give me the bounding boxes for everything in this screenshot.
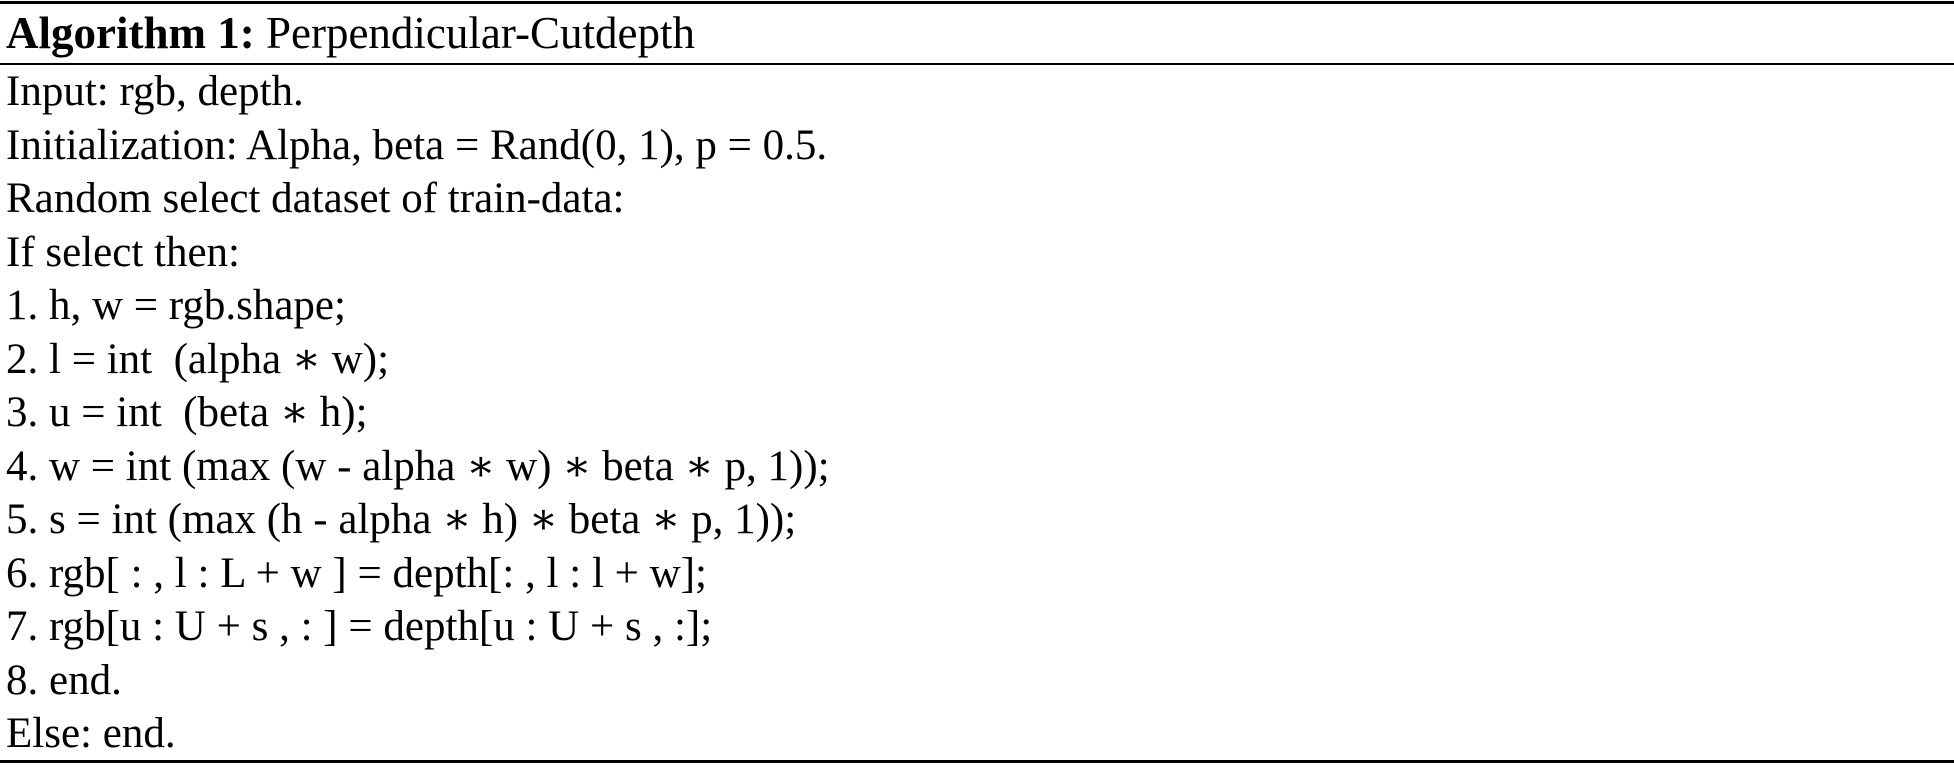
algorithm-line-else: Else: end. <box>6 710 176 757</box>
algorithm-title: Perpendicular-Cutdepth <box>254 8 695 58</box>
algorithm-line-input: Input: rgb, depth. <box>6 68 304 115</box>
algorithm-line-step-3: 3. u = int (beta ∗ h); <box>6 389 368 436</box>
algorithm-number-label: Algorithm 1: <box>6 8 255 58</box>
bottom-rule <box>0 760 1954 763</box>
algorithm-line-step-6: 6. rgb[ : , l : L + w ] = depth[: , l : l + w]; <box>6 549 707 597</box>
algorithm-line-step-7: 7. rgb[u : U + s , : ] = depth[u : U + s , :]; <box>6 603 713 650</box>
algorithm-line-initialization: Initialization: Alpha, beta = Rand(0, 1), p = 0.5. <box>6 121 828 169</box>
algorithm-header <box>0 4 1954 63</box>
algorithm-line-random-select: Random select dataset of train-data: <box>6 175 625 222</box>
algorithm-line-step-8: 8. end. <box>6 656 122 704</box>
algorithm-line-if-select: If select then: <box>6 228 241 276</box>
algorithm-line-step-2: 2. l = int (alpha ∗ w); <box>6 335 390 383</box>
algorithm-line-step-1: 1. h, w = rgb.shape; <box>6 282 346 329</box>
algorithm-body <box>0 65 1954 761</box>
algorithm-line-step-5: 5. s = int (max (h - alpha ∗ h) ∗ beta ∗ p, 1)); <box>6 496 797 543</box>
algorithm-line-step-4: 4. w = int (max (w - alpha ∗ w) ∗ beta ∗ p, 1)); <box>6 442 830 490</box>
